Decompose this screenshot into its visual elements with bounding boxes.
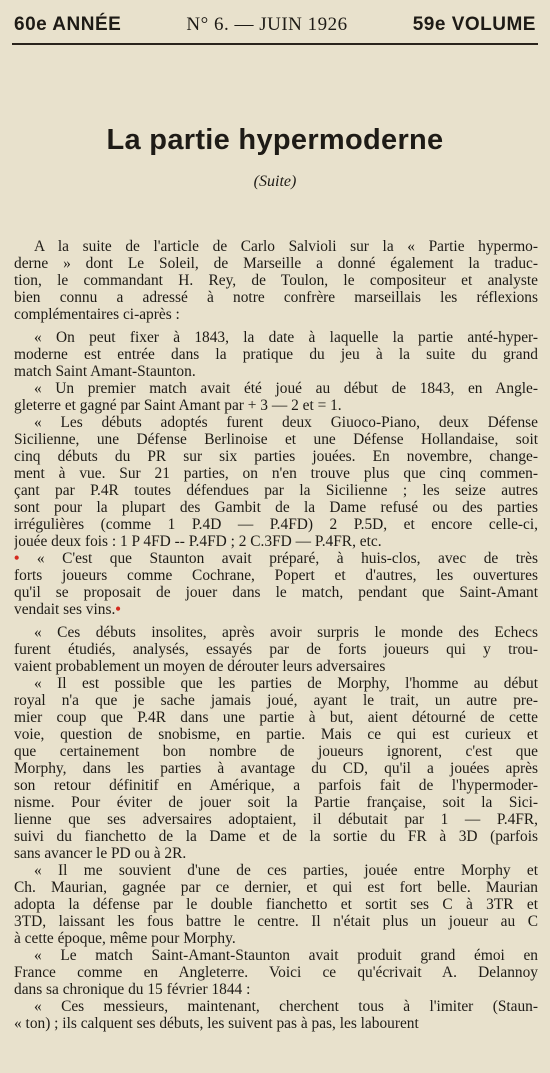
text-line: forts joueurs comme Cochrane, Popert et d'autres, les ouvertures	[14, 567, 538, 584]
text-line: Sicilienne, une Défense Berlinoise et une Défense Hollandaise, soit	[14, 431, 538, 448]
paragraph	[14, 624, 538, 675]
text-line: irrégulières (comme 1 P.4D — P.4FD) 2 P.5D, et encore celle-ci,	[14, 516, 538, 533]
text-line: lienne que ses adversaires adoptaient, il débutait par 1 — P.4FR,	[14, 811, 538, 828]
text-line: à cette époque, même pour Morphy.	[14, 930, 236, 947]
text-line: gleterre et gagné par Saint Amant par + 3 — 2 et = 1.	[14, 397, 342, 414]
header-rule	[12, 43, 538, 45]
paragraph	[14, 238, 538, 323]
text-line: « Il est possible que les parties de Morphy, l'homme au début	[34, 675, 538, 692]
text-line: sans avancer le PD ou à 2R.	[14, 845, 187, 862]
text-line: adopta la défense par le double fianchetto et sortit ses C à 3TR et	[14, 896, 538, 913]
text-line: suivi du fianchetto de la Dame et de la sortie du FR à 3D (parfois	[14, 828, 538, 845]
text-line: vendait ses vins.•	[14, 601, 121, 618]
text-line: Morphy, dans les parties à avantage du CD, qu'il a jouées après	[14, 760, 538, 777]
paragraph	[14, 675, 538, 862]
text-line: derne » dont Le Soleil, de Marseille a donné également la traduc-	[14, 255, 538, 272]
text-line: Ch. Maurian, gagnée par ce dernier, et qui est fort belle. Maurian	[14, 879, 538, 896]
text-line: qu'il se proposait de jouer dans le match, pendant que Saint-Amant	[14, 584, 538, 601]
paragraph	[14, 862, 538, 947]
text-line: sont pour la plupart des Gambit de la Dame refusé ou des parties	[14, 499, 538, 516]
text-line: furent étudiés, analysés, essayés par de forts joueurs qui y trou-	[14, 641, 538, 658]
text-line: France comme en Angleterre. Voici ce qu'écrivait A. Delannoy	[14, 964, 538, 981]
text-line: mier coup que P.4R dans une partie à but, aient détourné de cette	[14, 709, 538, 726]
text-line: « ton) ; ils calquent ses débuts, les suivent pas à pas, les labourent	[14, 1015, 419, 1032]
text-line: « Un premier match avait été joué au début de 1843, en Angle-	[34, 380, 538, 397]
text-line: royal n'a que je sache jamais joué, ayant le trait, un autre pre-	[14, 692, 538, 709]
text-line: 3TD, laissant les fous battre le centre. Il n'était plus un joueur au C	[14, 913, 538, 930]
text-line: nisme. Pour éviter de jouer soit la Partie française, soit la Sici-	[14, 794, 538, 811]
article-body	[14, 238, 538, 1032]
paragraph	[14, 329, 538, 380]
text-line: jouée deux fois : 1 P 4FD -- P.4FD ; 2 C.3FD — P.4FR, etc.	[14, 533, 382, 550]
text-line: moderne est entrée dans la pratique du jeu à la suite du grand	[14, 346, 538, 363]
text-line: « Il me souvient d'une de ces parties, jouée entre Morphy et	[34, 862, 538, 879]
paragraph	[14, 998, 538, 1032]
text-line: voie, question de snobisme, en partie. Mais ce qui est curieux et	[14, 726, 538, 743]
article-subtitle: (Suite)	[253, 173, 297, 190]
text-line: çant par P.4R toutes défendues par la Sicilienne ; les seize autres	[14, 482, 538, 499]
red-dot-marker-icon: •	[115, 601, 121, 618]
text-line: « Ces messieurs, maintenant, cherchent tous à l'imiter (Staun-	[34, 998, 538, 1015]
text-line: A la suite de l'article de Carlo Salvioli sur la « Partie hypermo-	[34, 238, 538, 255]
text-line: complémentaires ci-après :	[14, 306, 180, 323]
text-line: « Ces débuts insolites, après avoir surpris le monde des Echecs	[34, 624, 538, 641]
text-line: match Saint Amant-Staunton.	[14, 363, 196, 380]
text-line: que certainement bon nombre de joueurs ignorent, c'est que	[14, 743, 538, 760]
paragraph	[14, 414, 538, 550]
text-line: vaient probablement un moyen de dérouter leurs adversaires	[14, 658, 386, 675]
text-line: tion, le commandant H. Rey, de Toulon, le compositeur et analyste	[14, 272, 538, 289]
text-line: cinq débuts du PR sur six parties jouées. En novembre, change-	[14, 448, 538, 465]
text-line: ment à vue. Sur 21 parties, on n'en trouve plus que cinq commen-	[14, 465, 538, 482]
issue-label: N° 6. — JUIN 1926	[186, 14, 348, 35]
text-line: bien connu a adressé à notre confrère marseillais les réflexions	[14, 289, 538, 306]
red-dot-marker-icon: •	[14, 550, 37, 567]
text-line: « On peut fixer à 1843, la date à laquelle la partie anté-hyper-	[34, 329, 538, 346]
text-line: • « C'est que Staunton avait préparé, à huis-clos, avec de très	[14, 550, 538, 567]
text-line: son retour définitif en Amérique, a parfois fait de l'hypermoder-	[14, 777, 538, 794]
text-line: « Le match Saint-Amant-Staunton avait produit grand émoi en	[34, 947, 538, 964]
paragraph	[14, 550, 538, 618]
text-line: dans sa chronique du 15 février 1844 :	[14, 981, 251, 998]
running-header	[14, 10, 536, 40]
article-title: La partie hypermoderne	[106, 124, 444, 156]
year-label: 60e ANNÉE	[14, 14, 122, 35]
volume-label: 59e VOLUME	[412, 14, 536, 35]
text-line: « Les débuts adoptés furent deux Giuoco-Piano, deux Défense	[34, 414, 538, 431]
paragraph	[14, 380, 538, 414]
paragraph	[14, 947, 538, 998]
